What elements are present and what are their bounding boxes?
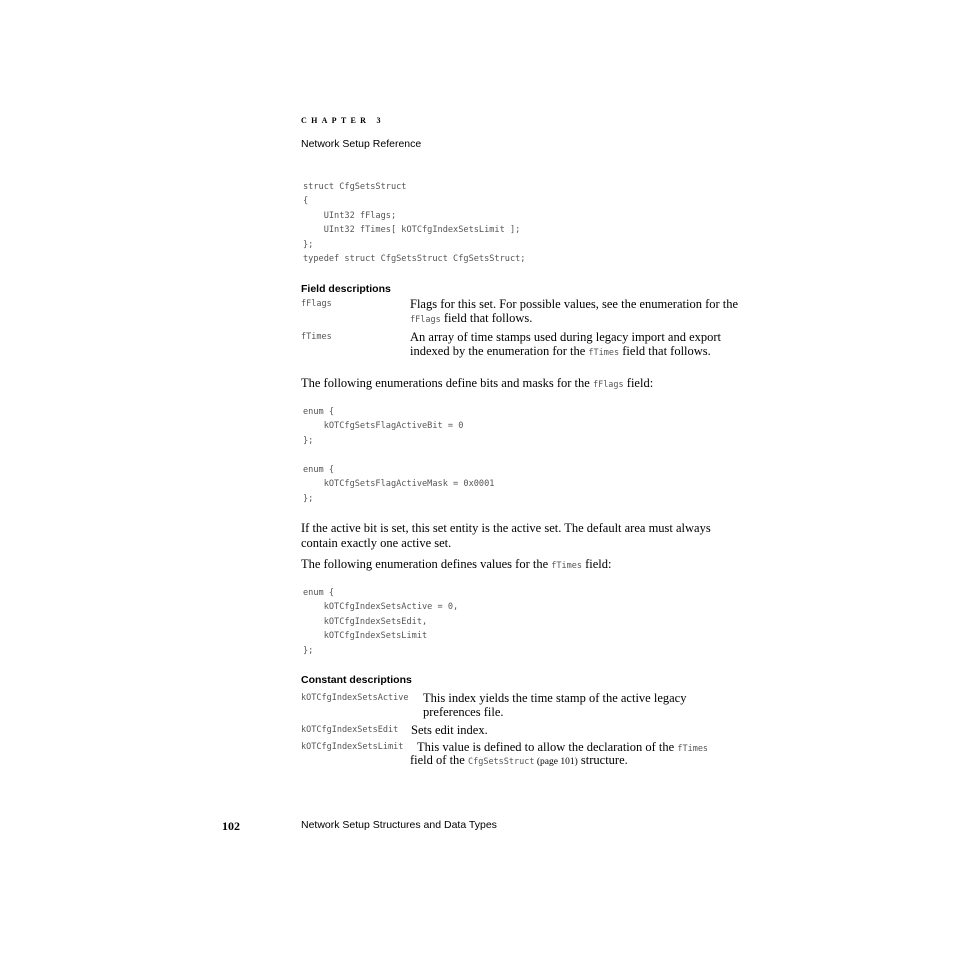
constant-descriptions-heading: Constant descriptions [301, 674, 412, 686]
enum-bit-code-block: enum { kOTCfgSetsFlagActiveBit = 0 }; [303, 407, 464, 446]
constant-term-edit: kOTCfgIndexSetsEdit [301, 725, 399, 735]
inline-code: fFlags [410, 315, 441, 325]
inline-code: fFlags [592, 380, 624, 390]
running-title: Network Setup Reference [301, 138, 422, 150]
constant-desc-edit: Sets edit index. [411, 723, 488, 737]
field-term-ftimes: fTimes [301, 332, 332, 342]
inline-code: fTimes [551, 561, 582, 571]
chapter-label: CHAPTER 3 [301, 116, 385, 125]
constant-desc-limit-line2: field of the CfgSetsStruct (page 101) structure. [410, 753, 628, 767]
constant-term-limit: kOTCfgIndexSetsLimit [301, 742, 404, 752]
enum-index-code-block: enum { kOTCfgIndexSetsActive = 0, kOTCfgIndexSetsEdit, kOTCfgIndexSetsLimit }; [303, 588, 459, 656]
constant-desc-active: This index yields the time stamp of the active legacy preferences file. [423, 691, 687, 719]
inline-code: fTimes [677, 744, 709, 754]
paragraph-times-intro: The following enumeration defines values for the fTimes field: [301, 557, 612, 571]
paragraph-active-bit: If the active bit is set, this set entity is the active set. The default area must always contain exactly one active set. [301, 521, 711, 550]
field-term-fflags: fFlags [301, 299, 332, 309]
page-number: 102 [222, 819, 240, 833]
struct-code-block: struct CfgSetsStruct { UInt32 fFlags; UInt32 fTimes[ kOTCfgIndexSetsLimit ]; }; typedef struct CfgSetsStruct CfgSetsStruct; [303, 182, 526, 265]
page-reference: (page 101) [534, 757, 578, 767]
inline-code: fTimes [588, 348, 620, 358]
field-desc-fflags: Flags for this set. For possible values, see the enumeration for the fFlags field that follows. [410, 297, 739, 325]
field-descriptions-heading: Field descriptions [301, 283, 391, 295]
field-desc-ftimes: An array of time stamps used during legacy import and export indexed by the enumeration for the fTimes field that follows. [410, 330, 722, 358]
paragraph-flags-intro: The following enumerations define bits and masks for the fFlags field: [301, 376, 654, 390]
constant-term-active: kOTCfgIndexSetsActive [301, 693, 409, 703]
constant-desc-limit: This value is defined to allow the declaration of the fTimes [417, 740, 709, 754]
enum-mask-code-block: enum { kOTCfgSetsFlagActiveMask = 0x0001 }; [303, 465, 495, 504]
inline-code: CfgSetsStruct [467, 757, 535, 767]
footer-section-title: Network Setup Structures and Data Types [301, 819, 497, 831]
